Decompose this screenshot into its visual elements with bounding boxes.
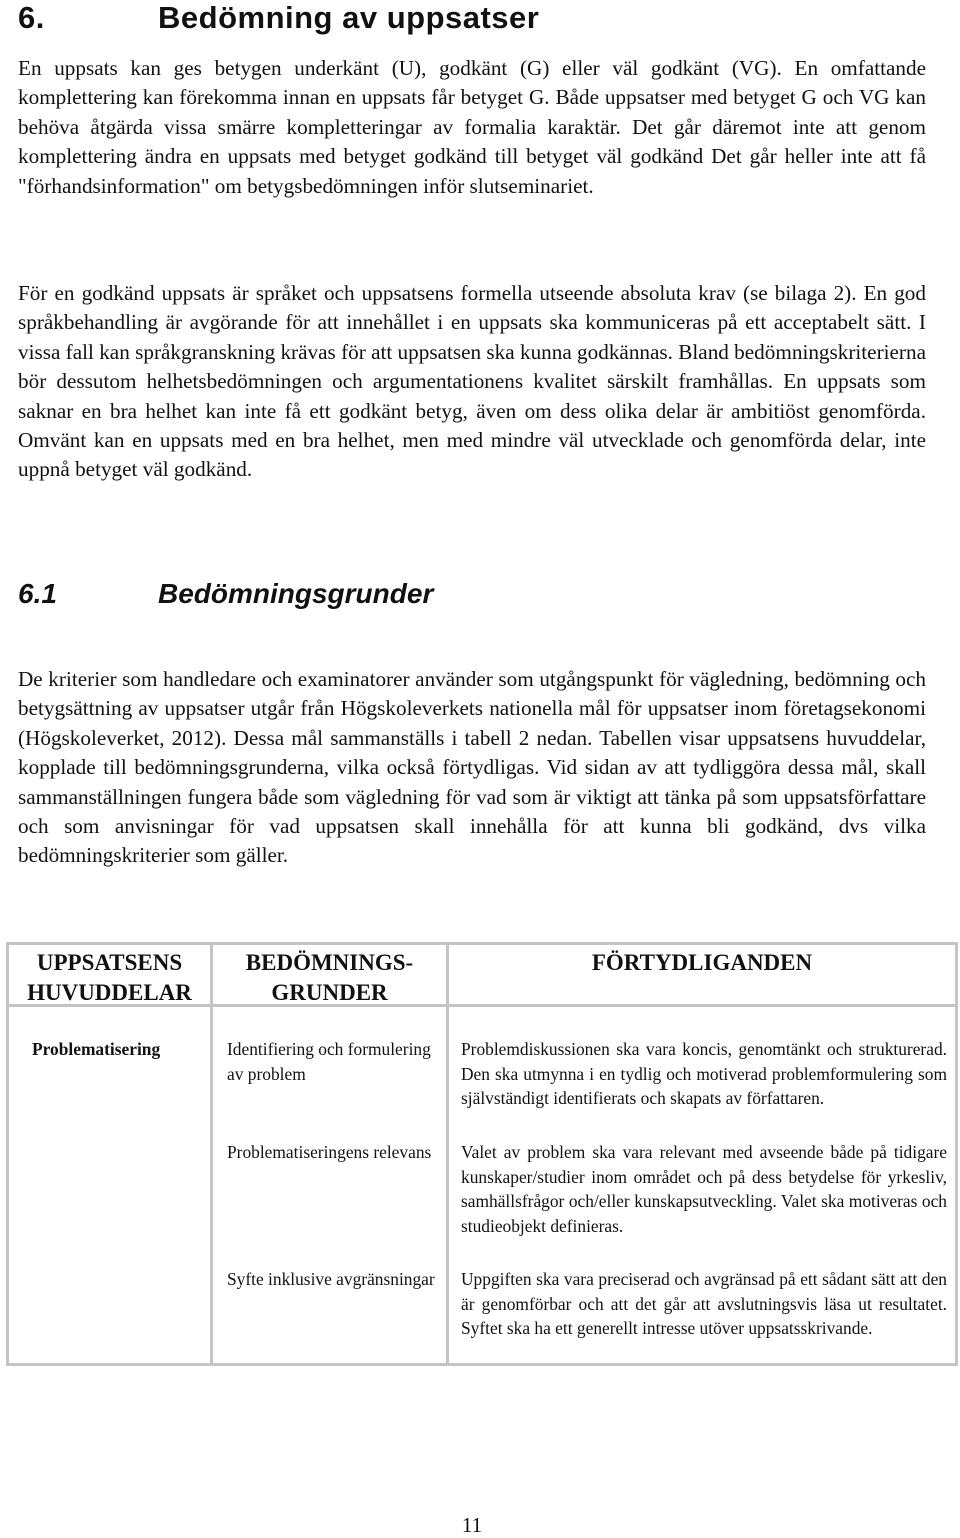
table-column-divider bbox=[446, 945, 449, 1363]
header-line: BEDÖMNINGS- bbox=[245, 950, 414, 975]
subsection-number: 6.1 bbox=[18, 578, 57, 609]
part-problematisering: Problematisering bbox=[32, 1039, 161, 1059]
subsection-heading bbox=[18, 578, 433, 610]
header-essay-parts bbox=[9, 948, 210, 1008]
header-grading-grounds bbox=[213, 948, 446, 1008]
paragraph-language-requirements: För en godkänd uppsats är språket och uppsatsens formella utseende absoluta krav (se bilaga 2). En god språkbehandling är avgörande för att innehållet i en uppsats ska kommuniceras på ett acceptabelt sätt. I vissa fall kan språkgranskning krävas för att uppsatsen ska kunna godkännas. Bland bedömningskriterierna bör dessutom helhetsbedömningen och argumentationens kvalitet särskilt framhållas. En uppsats som saknar en bra helhet kan inte få ett godkänt betyg, även om dess olika delar är ambitiöst genomförda. Omvänt kan en uppsats med en bra helhet, men med mindre väl utvecklade och genomförda delar, inte uppnå betyget väl godkänd. bbox=[18, 281, 926, 482]
header-clarifications: FÖRTYDLIGANDEN bbox=[591, 950, 813, 975]
section-heading bbox=[18, 0, 539, 36]
clarification-cell: Uppgiften ska vara preciserad och avgränsad på ett sådant sätt att den är genomförbar och att det går att avslutningsvis läsa ut resultatet. Syftet ska ha ett generellt intresse utöver uppsatsskrivande. bbox=[461, 1269, 947, 1338]
section-title: Bedömning av uppsatser bbox=[158, 0, 540, 35]
header-line: HUVUDDELAR bbox=[27, 980, 192, 1005]
criterion-cell: Syfte inklusive avgränsningar bbox=[227, 1269, 435, 1289]
criterion-cell: Identifiering och formulering av problem bbox=[227, 1039, 431, 1084]
header-line: UPPSATSENS bbox=[36, 950, 183, 975]
criterion-cell: Problematiseringens relevans bbox=[227, 1142, 432, 1162]
header-line: GRUNDER bbox=[271, 980, 388, 1005]
assessment-table bbox=[6, 942, 958, 1366]
paragraph-grading-levels: En uppsats kan ges betygen underkänt (U), godkänt (G) eller väl godkänt (VG). En omfattande komplettering kan förekomma innan en uppsats får betyget G. Både uppsatser med betyget G och VG kan behöva åtgärda vissa smärre kompletteringar av formalia karaktär. Det går däremot inte att genom komplettering ändra en uppsats med betyget godkänd till betyget väl godkänd Det går heller inte att få "förhandsinformation" om betygsbedömningen inför slutseminariet. bbox=[18, 56, 926, 198]
paragraph-criteria-intro: De kriterier som handledare och examinatorer använder som utgångspunkt för vägledning, bedömning och betygsättning av uppsatser utgår från Högskoleverkets nationella mål för uppsatser inom företagsekonomi (Högskoleverket, 2012). Dessa mål sammanställs i tabell 2 nedan. Tabellen visar uppsatsens huvuddelar, kopplade till bedömningsgrunderna, vilka också förtydligas. Vid sidan av att tydliggöra dessa mål, skall sammanställningen fungera både som vägledning för vad som är viktigt att tänka på som uppsatsförfattare och som anvisningar för vad uppsatsen skall innehålla för att kunna bli godkänd, dvs vilka bedömningskriterier som gäller. bbox=[18, 667, 926, 868]
section-number: 6. bbox=[18, 0, 45, 35]
page-number: 11 bbox=[461, 1513, 483, 1537]
subsection-title: Bedömningsgrunder bbox=[158, 578, 434, 609]
clarification-cell: Problemdiskussionen ska vara koncis, genomtänkt och strukturerad. Den ska utmynna i en tydlig och motiverad problemformulering som självständigt identifierats och skapats av författaren. bbox=[461, 1039, 947, 1108]
clarification-cell: Valet av problem ska vara relevant med avseende både på tidigare kunskaper/studier inom området och på dess betydelse för yrkesliv, samhällsfrågor och/eller kunskapsutveckling. Valet ska motiveras och studieobjekt definieras. bbox=[461, 1142, 947, 1236]
